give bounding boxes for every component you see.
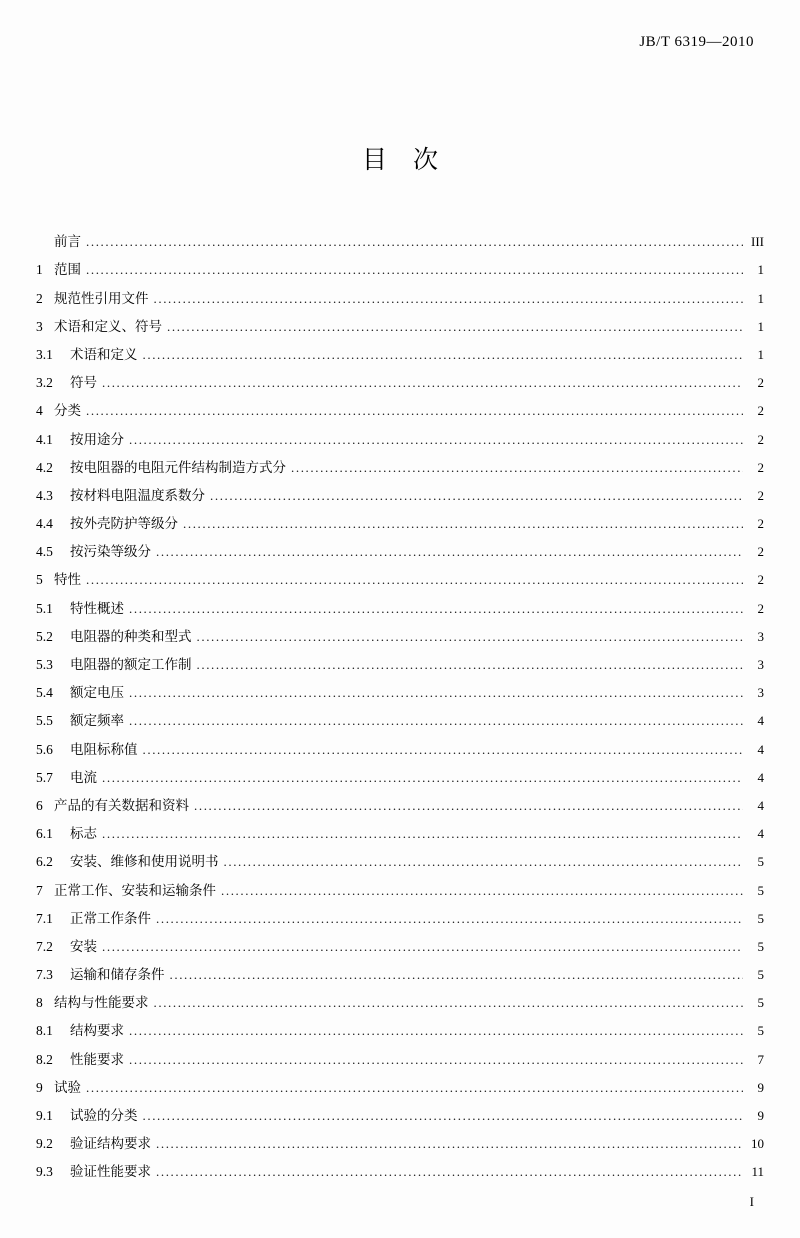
toc-leader-dots xyxy=(102,376,743,389)
toc-entry-label: 电阻器的种类和型式 xyxy=(70,628,192,645)
toc-leader-dots xyxy=(221,884,743,897)
toc-leader-dots xyxy=(102,771,743,784)
toc-entry-number: 5.3 xyxy=(36,657,53,672)
toc-entry[interactable] xyxy=(36,588,764,616)
toc-entry-number: 7.1 xyxy=(36,910,53,926)
toc-entry-label: 前言 xyxy=(54,234,81,251)
toc-entry-label: 特性 xyxy=(54,572,81,589)
toc-leader-dots xyxy=(170,968,744,981)
toc-entry-label: 电阻标称值 xyxy=(70,741,138,758)
toc-leader-dots xyxy=(129,714,743,727)
toc-entry-label: 额定电压 xyxy=(70,685,124,702)
toc-entry[interactable] xyxy=(36,983,764,1011)
toc-entry-page: 5 xyxy=(757,1023,764,1039)
toc-entry-label: 按外壳防护等级分 xyxy=(70,516,178,533)
toc-entry-number: 5.5 xyxy=(36,713,53,729)
toc-entry-number: 8.2 xyxy=(36,1051,53,1067)
toc-entry-page: 1 xyxy=(757,290,764,306)
toc-entry[interactable] xyxy=(36,814,764,842)
toc-entry-page: 2 xyxy=(757,403,764,419)
toc-entry-number: 7.3 xyxy=(36,967,53,983)
toc-entry[interactable] xyxy=(36,870,764,898)
toc-entry-number: 4.4 xyxy=(36,516,53,532)
toc-entry[interactable] xyxy=(36,1039,764,1067)
toc-entry-number: 7 xyxy=(36,882,43,898)
toc-entry-label: 正常工作条件 xyxy=(70,910,151,927)
toc-leader-dots xyxy=(197,630,744,643)
toc-entry-page: 4 xyxy=(757,741,764,757)
toc-entry[interactable] xyxy=(36,419,764,447)
toc-entry-number: 5.2 xyxy=(36,628,53,644)
toc-leader-dots xyxy=(143,743,744,756)
toc-entry-label: 按污染等级分 xyxy=(70,544,151,561)
toc-entry[interactable] xyxy=(36,504,764,532)
toc-entry-number: 8.1 xyxy=(36,1023,53,1039)
toc-entry-number: 4.3 xyxy=(36,487,53,503)
toc-entry-page: 3 xyxy=(757,628,764,644)
toc-entry-number: 7.2 xyxy=(36,938,53,954)
toc-entry[interactable] xyxy=(36,729,764,757)
toc-entry[interactable] xyxy=(36,532,764,560)
toc-entry[interactable] xyxy=(36,842,764,870)
toc-entry-label: 验证性能要求 xyxy=(70,1164,151,1181)
toc-leader-dots xyxy=(102,940,743,953)
toc-entry-number: 9.3 xyxy=(36,1164,53,1180)
toc-entry-page: 4 xyxy=(757,769,764,785)
toc-entry-number: 2 xyxy=(36,290,43,306)
toc-leader-dots xyxy=(143,348,744,361)
toc-leader-dots xyxy=(86,235,743,248)
toc-entry-page: 10 xyxy=(751,1136,764,1152)
toc-entry-number: 5.6 xyxy=(36,741,53,757)
toc-entry-page: 4 xyxy=(757,826,764,842)
toc-entry-page: 4 xyxy=(757,713,764,729)
toc-leader-dots xyxy=(129,1053,743,1066)
toc-entry-number: 3.1 xyxy=(36,346,53,362)
toc-entry[interactable] xyxy=(36,955,764,983)
toc-entry-page: 2 xyxy=(757,544,764,560)
toc-leader-dots xyxy=(129,686,743,699)
toc-leader-dots xyxy=(197,658,744,671)
toc-entry-label: 性能要求 xyxy=(70,1051,124,1068)
toc-entry[interactable] xyxy=(36,391,764,419)
toc-leader-dots xyxy=(86,404,743,417)
toc-leader-dots xyxy=(154,292,744,305)
toc-entry-label: 产品的有关数据和资料 xyxy=(54,797,189,814)
toc-entry-number: 6.2 xyxy=(36,854,53,870)
toc-entry-page: 5 xyxy=(757,854,764,870)
toc-entry[interactable] xyxy=(36,1096,764,1124)
toc-leader-dots xyxy=(143,1109,744,1122)
toc-entry-number: 4 xyxy=(36,403,43,419)
toc-entry-number: 5.1 xyxy=(36,600,53,616)
toc-entry-page: 2 xyxy=(757,516,764,532)
toc-entry-label: 安装 xyxy=(70,938,97,955)
toc-leader-dots xyxy=(156,1137,743,1150)
footer-page-number: I xyxy=(749,1194,754,1209)
toc-entry-page: 2 xyxy=(757,375,764,391)
toc-leader-dots xyxy=(154,996,744,1009)
toc-leader-dots xyxy=(156,1165,743,1178)
toc-entry-number: 3.2 xyxy=(36,375,53,391)
toc-leader-dots xyxy=(86,1081,743,1094)
toc-entry-label: 按材料电阻温度系数分 xyxy=(70,487,205,504)
toc-leader-dots xyxy=(156,545,743,558)
toc-entry-label: 按电阻器的电阻元件结构制造方式分 xyxy=(70,459,286,476)
toc-entry-page: 9 xyxy=(757,1108,764,1123)
toc-entry[interactable] xyxy=(36,476,764,504)
toc-entry-label: 运输和储存条件 xyxy=(70,967,165,984)
toc-leader-dots xyxy=(129,1024,743,1037)
toc-entry-label: 安装、维修和使用说明书 xyxy=(70,854,219,871)
toc-leader-dots xyxy=(167,320,743,333)
toc-entry-page: 2 xyxy=(757,487,764,503)
toc-entry-label: 分类 xyxy=(54,403,81,420)
toc-entry-label: 额定频率 xyxy=(70,713,124,730)
toc-entry-label: 电阻器的额定工作制 xyxy=(70,657,192,673)
toc-entry-page: 2 xyxy=(757,600,764,616)
toc-entry-page: 5 xyxy=(757,967,764,983)
toc-entry[interactable] xyxy=(36,560,764,588)
toc-entry[interactable] xyxy=(36,1152,764,1180)
toc-entry-number: 9 xyxy=(36,1079,43,1095)
toc-entry[interactable] xyxy=(36,701,764,729)
toc-entry[interactable] xyxy=(36,673,764,701)
standard-number-header: JB/T 6319—2010 xyxy=(639,34,754,50)
toc-entry-page: 4 xyxy=(757,797,764,813)
toc-entry-page: 7 xyxy=(757,1051,764,1067)
toc-entry-page: 2 xyxy=(757,572,764,588)
toc-entry[interactable] xyxy=(36,758,764,786)
toc-entry-page: 3 xyxy=(757,685,764,701)
toc-entry-page: 9 xyxy=(757,1079,764,1095)
toc-entry-label: 结构要求 xyxy=(70,1023,124,1040)
toc-entry[interactable] xyxy=(36,786,764,814)
toc-entry-page: 5 xyxy=(757,938,764,954)
toc-entry-label: 试验的分类 xyxy=(70,1108,138,1124)
toc-leader-dots xyxy=(102,827,743,840)
toc-entry-label: 规范性引用文件 xyxy=(54,290,149,307)
toc-entry-number: 3 xyxy=(36,318,43,334)
toc-entry-label: 术语和定义 xyxy=(70,346,138,363)
table-of-contents xyxy=(36,222,764,1180)
toc-entry-number: 9.1 xyxy=(36,1108,53,1123)
toc-entry[interactable] xyxy=(36,363,764,391)
toc-entry[interactable] xyxy=(36,335,764,363)
toc-leader-dots xyxy=(291,461,743,474)
toc-entry[interactable] xyxy=(36,1124,764,1152)
toc-entry-page: 11 xyxy=(751,1164,764,1180)
toc-leader-dots xyxy=(129,602,743,615)
toc-entry-number: 4.1 xyxy=(36,431,53,447)
toc-entry-number: 5.7 xyxy=(36,769,53,785)
toc-entry[interactable] xyxy=(36,1068,764,1096)
toc-entry-number: 8 xyxy=(36,995,43,1011)
toc-entry[interactable] xyxy=(36,927,764,955)
toc-entry-number: 9.2 xyxy=(36,1136,53,1152)
toc-entry-page: 5 xyxy=(757,882,764,898)
toc-entry-label: 正常工作、安装和运输条件 xyxy=(54,882,216,899)
toc-entry-label: 电流 xyxy=(70,769,97,786)
toc-entry-number: 1 xyxy=(36,262,43,278)
toc-entry-number: 6.1 xyxy=(36,826,53,842)
toc-entry-label: 结构与性能要求 xyxy=(54,995,149,1012)
toc-leader-dots xyxy=(210,489,743,502)
toc-entry-number: 5.4 xyxy=(36,685,53,701)
toc-entry-page: 1 xyxy=(757,346,764,362)
toc-entry-page: 1 xyxy=(757,262,764,278)
toc-entry-number: 6 xyxy=(36,797,43,813)
toc-leader-dots xyxy=(129,433,743,446)
toc-entry-label: 标志 xyxy=(70,826,97,843)
toc-leader-dots xyxy=(156,912,743,925)
toc-leader-dots xyxy=(183,517,743,530)
toc-entry-number: 5 xyxy=(36,572,43,588)
toc-entry[interactable] xyxy=(36,448,764,476)
toc-entry[interactable] xyxy=(36,899,764,927)
toc-entry[interactable] xyxy=(36,645,764,673)
toc-entry[interactable] xyxy=(36,307,764,335)
toc-entry-page: 2 xyxy=(757,459,764,475)
toc-entry-label: 范围 xyxy=(54,262,81,279)
toc-entry[interactable] xyxy=(36,1011,764,1039)
toc-leader-dots xyxy=(86,573,743,586)
toc-leader-dots xyxy=(194,799,743,812)
toc-entry-label: 验证结构要求 xyxy=(70,1136,151,1153)
toc-entry-number: 4.2 xyxy=(36,459,53,475)
toc-entry-label: 按用途分 xyxy=(70,431,124,448)
toc-entry[interactable] xyxy=(36,617,764,645)
toc-entry-page: 5 xyxy=(757,995,764,1011)
toc-leader-dots xyxy=(86,263,743,276)
toc-entry-label: 试验 xyxy=(54,1079,81,1096)
toc-entry-page: 2 xyxy=(757,431,764,447)
toc-entry[interactable] xyxy=(36,222,764,250)
toc-entry-label: 术语和定义、符号 xyxy=(54,318,162,335)
toc-entry[interactable] xyxy=(36,250,764,278)
toc-entry-page: 3 xyxy=(757,657,764,672)
toc-leader-dots xyxy=(224,855,744,868)
toc-entry-page: 1 xyxy=(757,318,764,334)
toc-entry-page: 5 xyxy=(757,910,764,926)
toc-entry[interactable] xyxy=(36,278,764,306)
toc-entry-page: III xyxy=(751,234,764,250)
toc-entry-label: 符号 xyxy=(70,375,97,392)
toc-entry-number: 4.5 xyxy=(36,544,53,560)
page-title: 目次 xyxy=(361,145,464,174)
toc-entry-label: 特性概述 xyxy=(70,600,124,617)
